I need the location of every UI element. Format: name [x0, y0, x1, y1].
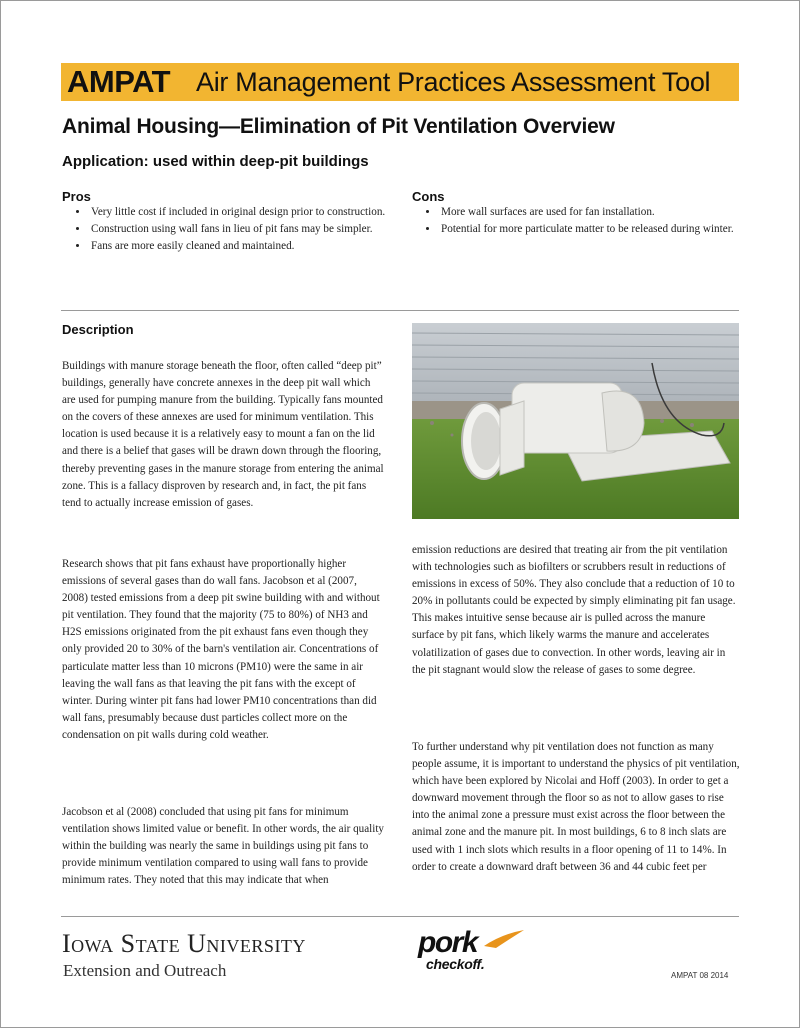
pros-list [63, 205, 389, 256]
pork-checkoff-logo [418, 926, 528, 978]
pros-item: • Construction using wall fans in lieu of pit fans may be simpler. [89, 222, 389, 237]
description-heading: Description [62, 322, 134, 337]
section-divider [61, 310, 739, 311]
cons-list [413, 205, 739, 239]
document-subtitle: Application: used within deep-pit buildings [62, 153, 369, 170]
ampat-banner [61, 63, 739, 101]
cons-item: • Potential for more particulate matter to be released during winter. [439, 222, 739, 237]
extension-outreach: Extension and Outreach [63, 961, 227, 980]
description-paragraph: emission reductions are desired that treating air from the pit ventilation with technologies such as biofilters or scrubbers result in reductions of emissions in excess of 50%. They also conclude that a reduction of 10 to 20% in pollutants could be expected by simply eliminating pit fan usage. This makes intuitive sense because air is pulled across the manure surface by pit fans, which likely warms the manure and accelerates volatilization of gases due to convection. In other words, leaving air in the pit stagnant would slow the release of gases to some degree. [412, 544, 736, 676]
pit-fan-illustration [412, 323, 739, 519]
description-paragraph: Buildings with manure storage beneath the floor, often called “deep pit” buildings, generally have concrete annexes in the deep pit wall which are used for pumping manure from the building. Typically fans mounted on the covers of these annexes are used for minimum ventilation. This location is used because it is a relatively easy to mount a fan on the lid and there is a belief that gases will be drawn down through the flooring, thereby preventing gases in the manure storage from entering the animal zone. This is a fallacy disproven by research and, in fact, the pit fans tend to actually increase emission of gases. [62, 360, 384, 509]
cons-item: • More wall surfaces are used for fan installation. [439, 205, 739, 220]
pork-wordmark: pork [418, 926, 478, 959]
description-paragraph: Jacobson et al (2008) concluded that using pit fans for minimum ventilation shows limited value or benefit. In other words, the air quality within the building was nearly the same in buildings using pit fans to provide minimum ventilation compared to using wall fans to provide minimum rates. They noted that this may indicate that when [62, 806, 384, 887]
description-paragraph: To further understand why pit ventilation does not function as many people assume, it is important to understand the physics of pit ventilation, which have been explored by Nicolai and Hoff (2003). In order to get a downward movement through the floor so as not to allow gases to rise into the animal zone a pressure must exist across the floor between the animal zone and the manure pit. In most buildings, 6 to 8 inch slats are used with 1 inch slots which results in a floor opening of 11 to 14%. In order to create a downward draft between 36 and 44 cubic feet per [412, 741, 740, 873]
footer-divider [61, 916, 739, 917]
checkoff-wordmark: checkoff. [426, 956, 485, 972]
ampat-tagline: Air Management Practices Assessment Tool [196, 67, 711, 97]
swoosh-icon [482, 928, 526, 950]
pros-heading: Pros [62, 189, 91, 204]
pros-item: • Very little cost if included in original design prior to construction. [89, 205, 389, 220]
document-code: AMPAT 08 2014 [671, 971, 729, 980]
ampat-brand: AMPAT [67, 64, 171, 99]
cons-heading: Cons [412, 189, 445, 204]
document-title: Animal Housing—Elimination of Pit Ventilation Overview [62, 115, 615, 138]
description-paragraph: Research shows that pit fans exhaust have proportionally higher emissions of several gases than do wall fans. Jacobson et al (2007, 2008) tested emissions from a deep pit swine building with and without pit ventilation. They found that the majority (75 to 80%) of NH3 and H2S emissions originated from the pit exhaust fans even though they only provided 20 to 30% of the barn's ventilation air. Concentrations of particulate matter less than 10 microns (PM10) were the same in air leaving the wall fans as that leaving the pit fans with the except of winter. During winter pit fans had lower PM10 concentrations than did wall fans, presumably because dust particles collect more on the condensation on pit walls during cold weather. [62, 558, 380, 741]
pros-item: • Fans are more easily cleaned and maintained. [89, 239, 389, 254]
iowa-state-logo: Iowa State University [62, 929, 306, 958]
pit-fan-photo [412, 323, 739, 519]
